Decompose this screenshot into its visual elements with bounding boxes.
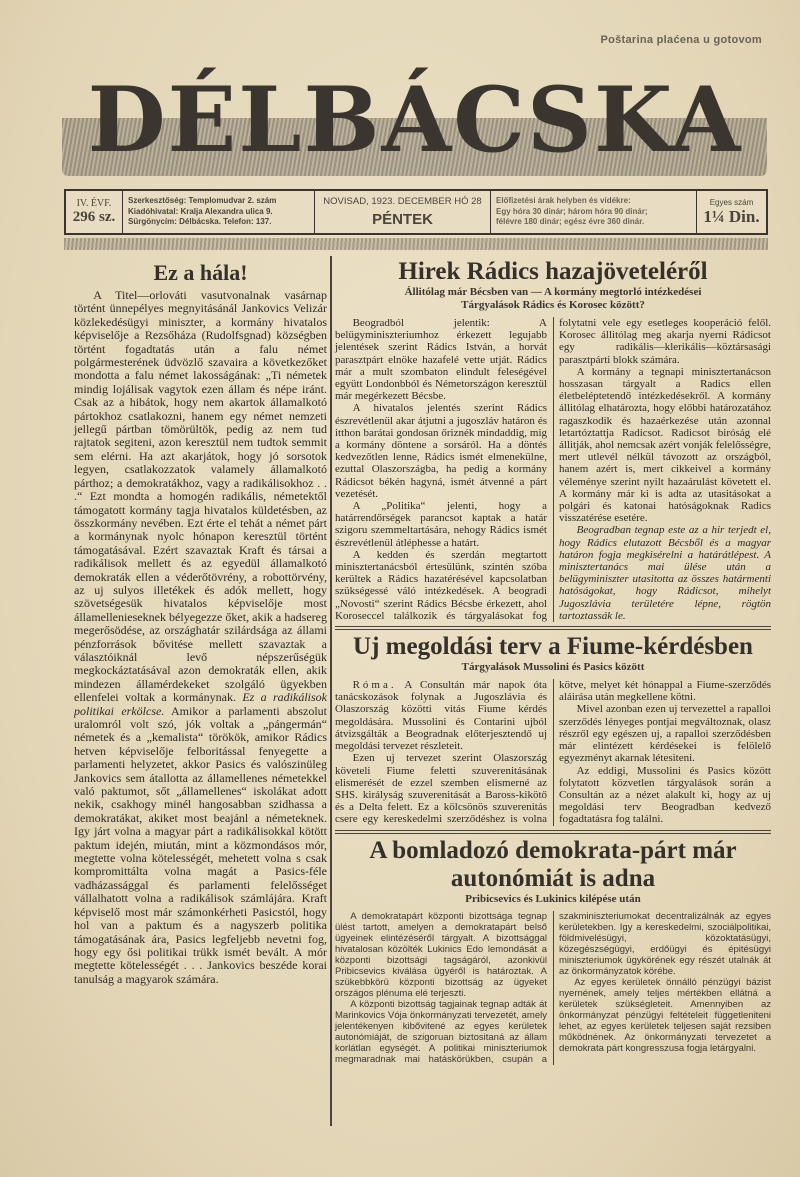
article-title: Hirek Rádics hazajöveteléről <box>398 258 708 285</box>
article-subtitle: Állitólag már Bécsben van — A kormány megtorló intézkedései <box>404 286 702 298</box>
article-paragraph: Az eddigi, Mussolini és Pasics között folytatott közvetlen tárgyalások során a Consultán az a nézet alakult ki, hogy az uj megoldási terv Beogradban kedvező fogadtatásra fog találni. <box>559 764 771 826</box>
article-title: Ez a hála! <box>153 260 248 285</box>
date-box <box>315 191 491 233</box>
article-paragraph: Mivel azonban ezen uj tervezettel a rapalloi szerződés lényeges pontjai megváltoznak, olasz részről egy egészen uj, a rapalloi szerződésben már elintézett kérdésekei is felölelő egyezményt akarnak létesiteni. <box>559 703 771 765</box>
volume-box <box>66 191 123 233</box>
column-divider <box>330 256 332 1126</box>
article-paragraph: Beogradból jelentik: A belügyminiszteriumhoz érkezett legujabb jelentések szerint Rádics István, a horvát parasztpárt elnöke hazafelé vette utját. Rádics már a mult szombaton elindult feleségével együtt Londonbból és Németországon keresztül már megérkezett Bécsbe. <box>335 317 547 403</box>
masthead-band <box>64 238 768 250</box>
right-articles <box>335 258 771 1065</box>
article-separator <box>335 626 771 630</box>
single-price: 1¼ Din. <box>703 206 760 226</box>
article-title: Uj megoldási terv a Fiume-kérdésben <box>353 633 753 661</box>
postage-note: Poštarina plaćena u gotovom <box>600 34 762 46</box>
contact-box <box>123 191 315 233</box>
article-demokrata <box>335 837 771 1065</box>
article-paragraph <box>335 679 547 752</box>
fiume-columns <box>335 679 771 825</box>
article-title: A bomladozó demokrata-párt már <box>369 836 737 864</box>
info-bar <box>64 189 768 235</box>
radics-columns <box>335 317 771 622</box>
article-paragraph: A demokratapárt központi bizottsága tegnap ülést tartott, amelyen a demokratapárt belső ügyeinek elintézéséről tárgyalt. A bizottsággal hivatalosan közölték Lukinics Edo lemondását a központi bizottsági tagságáról, azonkivül Pribicsevics kiválása ügyéről is határoztak. A szükebbkörü központi bizottság az ügyeket országos plénuma elé terjeszti. <box>335 910 547 999</box>
article-paragraph: A központi bizottság tagjainak tegnap adták át Marinkovics Vója önkormányzati tervezetét, amely jelentékenyen kibővitené az egyes kerületek autonómiáját, de szigoruan biztositaná az állam korlátlan egységét. A politikai miniszteriumok megmaradnak mai hatáskörükben, csupán a szakminiszteriumokat decentralizálnák az egyes kerületekben. Igy a kereskedelmi, szociálpolitikai, földmivelésügyi, közoktatásügyi, közegészségügyi, erdőügyi és épitésügyi miniszteriumok ügykörének egy részét utalnák át az önkormányzatok körébe. <box>335 910 771 1065</box>
single-label: Egyes szám <box>709 197 754 207</box>
telegram-phone: Sürgönycím: Délbácska. Telefon: 137. <box>128 217 272 227</box>
article-title: autonómiát is adna <box>450 864 656 892</box>
article-subtitle: Pribicsevics és Lukinics kilépése után <box>465 892 641 905</box>
article-paragraph: A kedden és szerdán megtartott minisztertanácsból értesülünk, szintén szóba kerültek a Rádics hazatérésével kapcsolatban szükségessé váló intézkedések. A beogradi „Novosti“ szerint Rádics Bécsbe érkezett, ahol Koroseccel találkozik és tárgyalásokat fog folytatni vele egy esetleges kooperáció felől. Korosec állitólag meg akarja nyerni Rádicsot egy radikális—klerikális—köztársasági parasztpárti blokk számára. <box>335 317 771 622</box>
article-paragraph-italic: Beogradban tegnap este az a hir terjedt el, hogy Rádics elutazott Bécsből és a magyar határon fogja megkisérelni a határátlépest. A minisztertanács mai ülése után a belügyminiszter utasitotta az összes határmenti hatóságokat, hogy Rádicsot, mihelyt Jugoszlávia területére lépne, rögtön tartoztassák le. <box>559 524 771 622</box>
dateline: Róma. <box>352 679 397 692</box>
article-paragraph: Az egyes kerületek önnálló pénzügyi bázist nyernének, amely teljes mértékben ellátná a kerületek szükségleteit. Amennyiben az önkormányzat pénzügyi feltételeit függetleniteni lehet, az egyes kerületek teljesen saját rezsiben működnének. Az önkormányzati tervezetet a demokrata párt kongresszusa fogja letárgyalni. <box>559 976 771 1054</box>
text: Amikor a parlamenti abszolut uralomról volt szó, jók voltak a „pángermán“ németek és a „kemalista“ törökök, amikor Rádics hetven képviselője felboritással fenyegette a parlamenti helyzetet, akkor Pasics és valószinüleg Jankovics sem átallotta az államellenes németekkel való paktumot, sőt „államellenes“ iskolákat adott nekik, csakhogy minél hangosabban szidhassa a demokratákat, akiket most beajánl a németeknek. Igy járt volna a magyar párt a radikálisokkal kötött paktum idején, miután, mint a közmondásos mór, megtette volna kötelességét, mehetett volna s csak kompromittálta volna magát a Pasics-féle vadházassággal és parlamenti felelősséget vállalhatott volna a radikálisok számlájára. Kraft képviselő most már számonkérheti Pasicstól, hogy hol van a paktum és a nagyszerb politika támogatásának ára, Pasics legfeljebb nevetni fog, hogy egy ősi politikai trükk ismét bevált. A mór megtette kötelességét . . . Jankovics beszéde korai tanulság a magyarok számára. <box>74 703 327 986</box>
article-separator <box>335 830 771 834</box>
subscription-line: félévre 180 dinár; egész évre 360 dinár. <box>496 217 645 227</box>
volume: IV. ÉVF. <box>76 198 112 209</box>
demokrata-columns <box>335 911 771 1065</box>
issue-number: 296 sz. <box>72 209 116 225</box>
article-subtitle: Tárgyalások Mussolini és Pasics között <box>461 661 645 674</box>
article-paragraph: A „Politika“ jelenti, hogy a határrendőrségek parancsot kaptak a határ szigoru szemmeltartására, nehogy Rádics ismét észrevétlenül átléphesse a határt. <box>335 500 547 549</box>
price-box <box>697 191 766 233</box>
weekday: PÉNTEK <box>372 211 433 228</box>
italic-text: Ez a radikálisok politikai erkölcse. <box>74 690 327 718</box>
text: A Titel—orlováti vasutvonalnak vasárnap történt ünnepélyes megnyitásánál Jankovics Velizár közlekedésügyi miniszter, a kormány hivatalos képviselője a Rezsőháza (Rudolfsgnad) községben történt fogadtatás után a falu német polgármesterének üdvözlő szavaira a következőket mondotta a falu német lakosságának: „Ti németek mindig lojálisak vagytok ezen állam és népe iránt. Csak az a hibátok, hogy nem akartok államalkotó pártokhoz csatlakozni, hanem egy német nemzeti jellegű pártban tömörültök, pedig az nem tud rajtatok segiteni, azon keresztül nem tudtok semmit sem elérni. Ha azt akarjátok, hogy jó sorsotok legyen, csatlakozzatok valamely államalkotó párthoz; a demokratákhoz, vagy a radikálisokhoz . . .“ Ezt mondta a homogén radikális, németektől támogatott kormány tagja hivatalos küldetésben, az összkormány nevében. Ezt érte el tehát a német párt a kormánynak nyolc hónapon keresztül történt támogatásával. Ezért szavaztak Kraft és társai a radikálisok mellett és az egyedül államalkotó demokraták ellen a véderőtövrény, a robottörvény, az uj sulyos illetékek és adók mellett, hogy szövetségesük hivatalos képviselője most államellenieseknek bélyegezze őket, akik a hadsereg megerősödése, az országhatár szilárdsága az állami pénzforrások bővitése mellett szavaztak a választóiknál levő népszerűségük megkockáztatásával azon demokraták ellen, akik mindezen államérdekeket szolgáló ügyekben ellenfelei voltak a kormánynak. <box>74 288 327 705</box>
article-radics <box>335 258 771 622</box>
text: A Consultán már napok óta tanácskozások folynak a Jugoszlávia és Olaszország közötti vitás Fiume kérdés megoldására. Mussolini és Contarini ujból átvizsgálták a Beogradnak előterjesztendő uj megoldási tervezet részleteit. <box>335 679 547 753</box>
article-subtitle: Tárgyalások Rádics és Korosec között? <box>461 299 645 311</box>
subscription-box <box>491 191 697 233</box>
article-paragraph <box>74 289 327 986</box>
subscription-line: Egy hóra 30 dinár; három hóra 90 dinár; <box>496 206 648 216</box>
article-paragraph: A kormány a tegnapi minisztertanácson hosszasan tárgyalt a Radics ellen életbeléptetendő intézkedésekről. A kormány állitólag elhatározta, hogy előbbi határozatához ragaszkodik és hazaérkezése után azonnal letartóztattja Radicsot. Radicsot biróság elé állitják, ahol nemcsak azért vonják felelősségre, mert utlevél nélkül távozott az országból, hanem azért is, mert cikkeivel a kormány véleménye szerint nyilt hazaárulást követett el. A kormány már ki is adta az utasitásokat a polgári és katonai hatóságoknak Radics visszatérése esetére. <box>559 365 771 525</box>
article-paragraph: Ezen uj tervezet szerint Olaszország követeli Fiume feletti szuverenitásának elismerését de ezzel szemben elismerné az SHS. királyság szuverenitását a Baross-kikötő és a Delta felett. Ez a kölcsönös szuverenitás csere egy kereskedelmi szerződéshez is volna kötve, melyet két hónappal a Fiume-szerződés aláirása után megkellene kötni. <box>335 679 771 826</box>
publisher-address: Kiadóhivatal: Kralja Alexandra ulica 9. <box>128 206 273 216</box>
place-date: NOVISAD, 1923. DECEMBER HÓ 28 <box>323 196 482 207</box>
article-paragraph: A hivatalos jelentés szerint Rádics észrevétlenül akar átjutni a jugoszláv határon és itthon barátai gondosan őriznék mindaddig, mig a kormány döntene a sorsáról. Ha a döntés kedvezőtlen lenne, Rádics ismét elmenekülne, ezuttal Olaszországba, ha pedig a kormány Rádicsot békén hagyná, ismét átvenné a párt vezetését. <box>335 402 547 500</box>
subscription-line: Előfizetési árak helyben és vidékre: <box>496 196 631 206</box>
masthead-title: DÉLBÁCSKA <box>87 67 743 173</box>
editorial-address: Szerkesztőség: Templomudvar 2. szám <box>128 196 277 206</box>
article-fiume <box>335 633 771 825</box>
article-ez-a-hala <box>74 260 327 986</box>
